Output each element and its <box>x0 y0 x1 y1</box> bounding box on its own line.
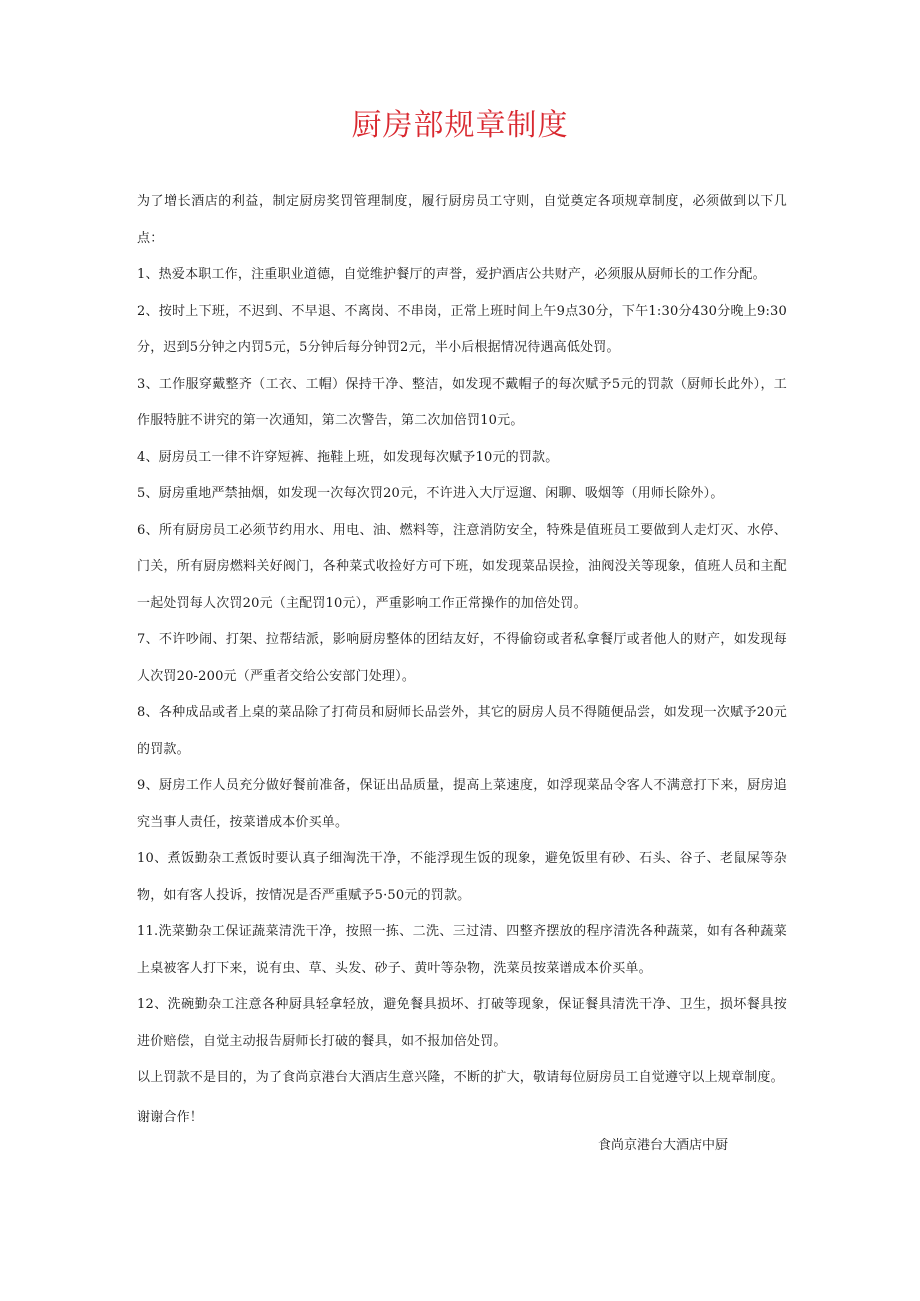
rule-item-9: 9、厨房工作人员充分做好餐前准备，保证出品质量，提高上菜速度，如浮现菜品令客人不满意打下来，厨房追究当事人责任，按菜谱成本价买单。 <box>137 778 787 830</box>
thanks-line: 谢谢合作！ <box>137 1109 204 1125</box>
rule-item-2: 2、按时上下班，不迟到、不早退、不离岗、不串岗，正常上班时间上午9点30分，下午1:30分430分晚上9:30分，迟到5分钟之内罚5元，5分钟后每分钟罚2元，半小后根据情况待遇高低处罚。 <box>137 303 787 355</box>
signature: 食尚京港台大酒店中厨 <box>598 1138 729 1153</box>
rule-item-10: 10、煮饭勤杂工煮饭时要认真子细淘洗干净，不能浮现生饭的现象，避免饭里有砂、石头、谷子、老鼠屎等杂物，如有客人投诉，按情况是否严重赋予5·50元的罚款。 <box>137 851 787 903</box>
rule-item-6: 6、所有厨房员工必须节约用水、用电、油、燃料等，注意消防安全，特殊是值班员工要做到人走灯灭、水停、门关，所有厨房燃料关好阀门，各种菜式收捡好方可下班，如发现菜品误捡，油阀没关等现象，值班人员和主配一起处罚每人次罚20元（主配罚10元），严重影响工作正常操作的加倍处罚。 <box>137 522 787 611</box>
closing-paragraph: 以上罚款不是目的，为了食尚京港台大酒店生意兴隆，不断的扩大，敬请每位厨房员工自觉遵守以上规章制度。 <box>137 1070 784 1085</box>
rule-item-7: 7、不许吵闹、打架、拉帮结派，影响厨房整体的团结友好，不得偷窃或者私拿餐厅或者他人的财产，如发现每人次罚20-200元（严重者交给公安部门处理）。 <box>137 632 787 684</box>
rule-item-5: 5、厨房重地严禁抽烟，如发现一次每次罚20元，不许进入大厅逗遛、闲聊、吸烟等（用师长除外）。 <box>137 486 724 501</box>
rule-item-4: 4、厨房员工一律不许穿短裤、拖鞋上班，如发现每次赋予10元的罚款。 <box>137 449 559 465</box>
rule-item-1: 1、热爱本职工作，注重职业道德，自觉维护餐厅的声誉，爱护酒店公共财产，必须服从厨师长的工作分配。 <box>137 267 766 282</box>
document-title: 厨房部规章制度 <box>351 108 569 143</box>
rule-item-12: 12、洗碗勤杂工注意各种厨具轻拿轻放，避免餐具损坏、打破等现象，保证餐具清洗干净、卫生，损坏餐具按进价赔偿，自觉主动报告厨师长打破的餐具，如不报加倍处罚。 <box>137 997 787 1049</box>
intro-paragraph: 为了增长酒店的利益，制定厨房奖罚管理制度，履行厨房员工守则，自觉奠定各项规章制度，必须做到以下几点： <box>137 194 787 246</box>
rule-item-11: 11.洗菜勤杂工保证蔬菜清洗干净，按照一拣、二洗、三过清、四整齐摆放的程序清洗各种蔬菜，如有各种蔬菜上桌被客人打下来，说有虫、草、头发、砂子、黄叶等杂物，洗菜员按菜谱成本价买单。 <box>137 924 787 976</box>
document-body <box>137 184 787 1136</box>
rule-item-3: 3、工作服穿戴整齐（工衣、工帽）保持干净、整洁，如发现不戴帽子的每次赋予5元的罚款（厨师长此外），工作服特脏不讲究的第一次通知，第二次警告，第二次加倍罚10元。 <box>137 376 787 428</box>
rule-item-8: 8、各种成品或者上桌的菜品除了打荷员和厨师长品尝外，其它的厨房人员不得随便品尝，如发现一次赋予20元的罚款。 <box>137 705 787 757</box>
